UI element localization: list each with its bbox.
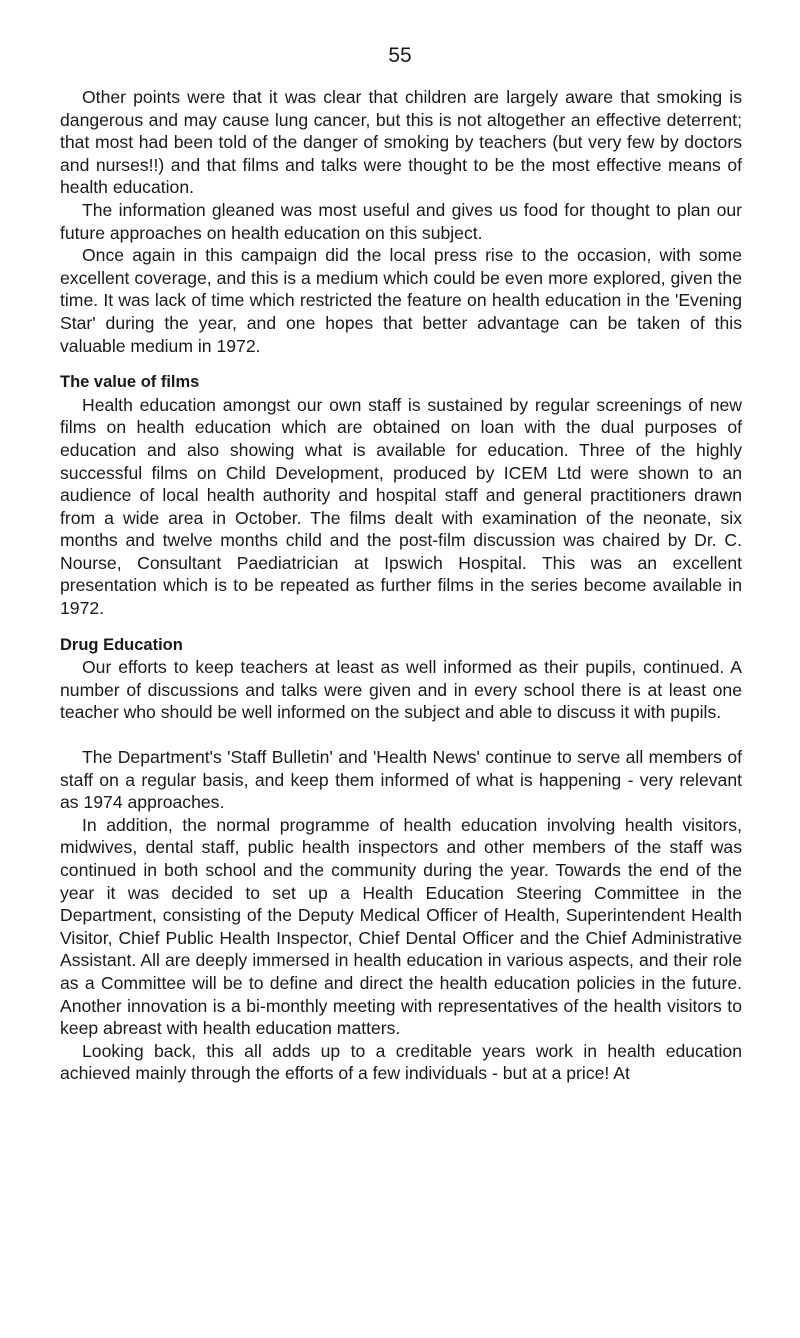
paragraph-smoking-findings: Other points were that it was clear that children are largely aware that smoking is dangerous and may cause lung cancer, but this is not altogether an effective deterrent; that most had been told of the danger of smoking by teachers (but very few by doctors and nurses!!) and that films and talks were thought to be the most effective means of health education. (60, 87, 742, 198)
paragraph-looking-back: Looking back, this all adds up to a creditable years work in health education achieved mainly through the efforts of a few individuals - but at a price! At (60, 1040, 742, 1084)
paragraph-films: Health education amongst our own staff is sustained by regular screenings of new films on health education which are obtained on loan with the dual purposes of education and also showing what is available for education. Three of the highly successful films on Child Development, produced by ICEM Ltd were shown to an audience of local health authority and hospital staff and general practitioners drawn from a wide area in October. The films dealt with examination of the neonate, six months and twelve months child and the post-film discussion was chaired by Dr. C. Nourse, Consultant Paediatrician at Ipswich Hospital. This was an excellent presentation which is to be repeated as further films in the series become available in 1972. (60, 394, 742, 619)
paragraph-information-gleaned: The information gleaned was most useful and gives us food for thought to plan our future approaches on health education on this subject. (60, 199, 742, 243)
paragraph-drug-education: Our efforts to keep teachers at least as well informed as their pupils, continued. A number of discussions and talks were given and in every school there is at least one teacher who should be well informed on the subject and able to discuss it with pupils. (60, 657, 742, 723)
page-body (60, 86, 742, 1085)
paragraph-steering-committee: In addition, the normal programme of health education involving health visitors, midwives, dental staff, public health inspectors and other members of the staff was continued in both school and the community during the year. Towards the end of the year it was decided to set up a Health Education Steering Committee in the Department, consisting of the Deputy Medical Officer of Health, Superintendent Health Visitor, Chief Public Health Inspector, Chief Dental Officer and the Chief Administrative Assistant. All are deeply immersed in health education in various aspects, and their role as a Committee will be to define and direct the health education policies in the future. Another innovation is a bi-monthly meeting with representatives of the health visitors to keep abreast with health education matters. (60, 814, 742, 1039)
page-number: 55 (388, 44, 412, 67)
paragraph-staff-bulletin: The Department's 'Staff Bulletin' and 'Health News' continue to serve all members of staff on a regular basis, and keep them informed of what is happening - very relevant as 1974 approaches. (60, 747, 742, 813)
heading-drug-education: Drug Education (60, 635, 183, 654)
heading-value-of-films: The value of films (60, 373, 200, 392)
paragraph-local-press: Once again in this campaign did the local press rise to the occasion, with some excellent coverage, and this is a medium which could be even more explored, given the time. It was lack of time which restricted the feature on health education in the 'Evening Star' during the year, and one hopes that better advantage can be taken of this valuable medium in 1972. (60, 245, 742, 356)
